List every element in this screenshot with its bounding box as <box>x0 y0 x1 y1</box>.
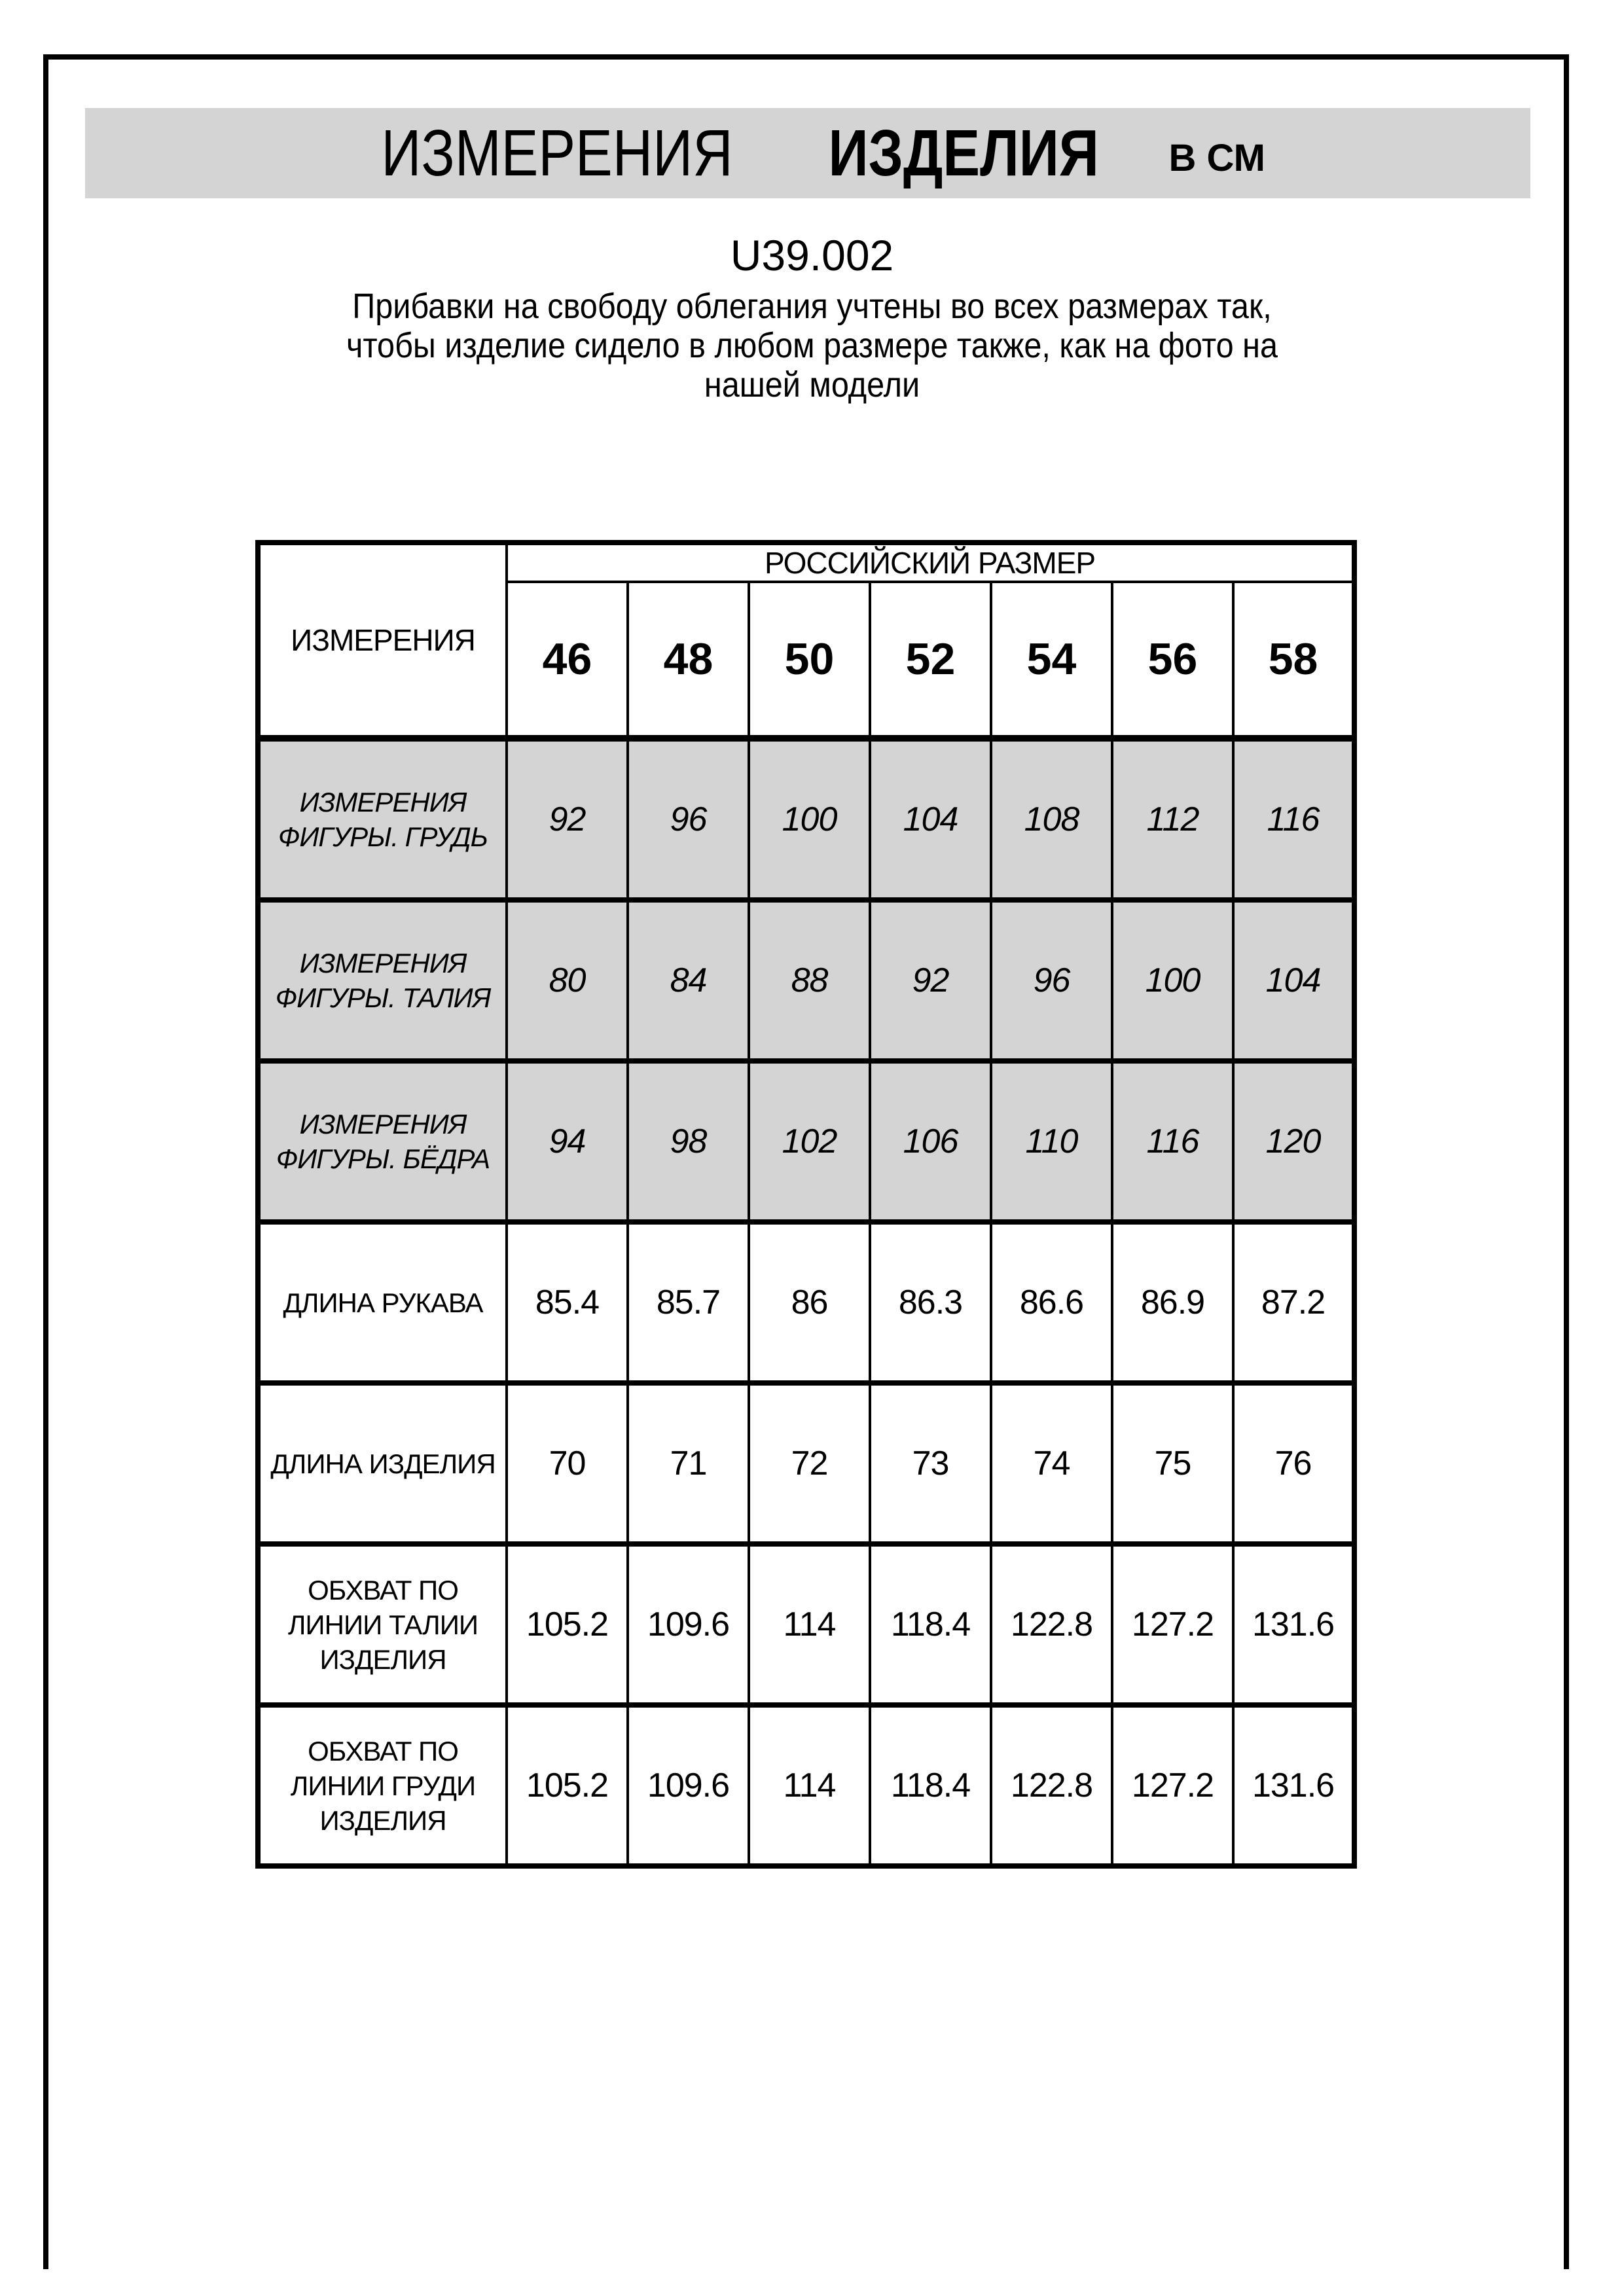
row-label: ИЗМЕРЕНИЯ ФИГУРЫ. БЁДРА <box>258 1061 507 1222</box>
table-row-sleeve-length <box>258 1222 1354 1383</box>
title-band <box>85 108 1530 198</box>
table-cell: 92 <box>507 738 628 900</box>
table-cell: 120 <box>1233 1061 1354 1222</box>
table-cell: 104 <box>870 738 991 900</box>
table-cell: 76 <box>1233 1383 1354 1544</box>
page-title-unit: В СМ <box>1168 136 1265 179</box>
table-cell: 73 <box>870 1383 991 1544</box>
size-header: 54 <box>991 582 1112 738</box>
size-header: 48 <box>628 582 749 738</box>
fit-note-line: Прибавки на свободу облегания учтены во всех размерах так, <box>352 287 1272 326</box>
size-table <box>255 540 1357 1869</box>
table-cell: 85.4 <box>507 1222 628 1383</box>
table-cell: 96 <box>991 900 1112 1061</box>
table-cell: 94 <box>507 1061 628 1222</box>
table-cell: 96 <box>628 738 749 900</box>
table-cell: 114 <box>749 1544 870 1705</box>
table-cell: 102 <box>749 1061 870 1222</box>
table-cell: 86.6 <box>991 1222 1112 1383</box>
table-cell: 118.4 <box>870 1705 991 1866</box>
size-header: 46 <box>507 582 628 738</box>
table-cell: 100 <box>1112 900 1233 1061</box>
table-cell: 98 <box>628 1061 749 1222</box>
corner-label: ИЗМЕРЕНИЯ <box>258 543 507 738</box>
table-cell: 106 <box>870 1061 991 1222</box>
page-title-measurements: ИЗМЕРЕНИЯ <box>381 116 733 190</box>
table-cell: 72 <box>749 1383 870 1544</box>
table-cell: 92 <box>870 900 991 1061</box>
table-cell: 131.6 <box>1233 1705 1354 1866</box>
table-cell: 109.6 <box>628 1544 749 1705</box>
table-cell: 122.8 <box>991 1544 1112 1705</box>
size-group-header: РОССИЙСКИЙ РАЗМЕР <box>507 543 1354 582</box>
table-cell: 118.4 <box>870 1544 991 1705</box>
table-cell: 105.2 <box>507 1705 628 1866</box>
row-label: ОБХВАТ ПО ЛИНИИ ТАЛИИ ИЗДЕЛИЯ <box>258 1544 507 1705</box>
table-header-row <box>258 543 1354 582</box>
table-cell: 86.3 <box>870 1222 991 1383</box>
table-cell: 131.6 <box>1233 1544 1354 1705</box>
page-title-product: ИЗДЕЛИЯ <box>828 116 1099 190</box>
table-cell: 104 <box>1233 900 1354 1061</box>
table-row-body-waist <box>258 900 1354 1061</box>
product-code: U39.002 <box>730 231 894 279</box>
table-cell: 114 <box>749 1705 870 1866</box>
fit-note-line: нашей модели <box>704 365 920 404</box>
table-cell: 108 <box>991 738 1112 900</box>
table-cell: 74 <box>991 1383 1112 1544</box>
table-cell: 127.2 <box>1112 1705 1233 1866</box>
table-cell: 87.2 <box>1233 1222 1354 1383</box>
table-cell: 86 <box>749 1222 870 1383</box>
table-cell: 116 <box>1112 1061 1233 1222</box>
size-header: 58 <box>1233 582 1354 738</box>
table-cell: 75 <box>1112 1383 1233 1544</box>
table-cell: 110 <box>991 1061 1112 1222</box>
table-cell: 105.2 <box>507 1544 628 1705</box>
fit-note-line: чтобы изделие сидело в любом размере также, как на фото на <box>346 326 1278 365</box>
table-row-body-hips <box>258 1061 1354 1222</box>
table-cell: 100 <box>749 738 870 900</box>
table-cell: 80 <box>507 900 628 1061</box>
row-label: ДЛИНА ИЗДЕЛИЯ <box>258 1383 507 1544</box>
table-row-item-length <box>258 1383 1354 1544</box>
table-cell: 71 <box>628 1383 749 1544</box>
size-header: 52 <box>870 582 991 738</box>
table-row-item-chest-girth <box>258 1705 1354 1866</box>
table-cell: 116 <box>1233 738 1354 900</box>
table-row-item-waist-girth <box>258 1544 1354 1705</box>
table-cell: 127.2 <box>1112 1544 1233 1705</box>
size-header: 50 <box>749 582 870 738</box>
size-header: 56 <box>1112 582 1233 738</box>
row-label: ОБХВАТ ПО ЛИНИИ ГРУДИ ИЗДЕЛИЯ <box>258 1705 507 1866</box>
table-cell: 88 <box>749 900 870 1061</box>
fit-note <box>0 287 1624 404</box>
table-cell: 122.8 <box>991 1705 1112 1866</box>
table-cell: 84 <box>628 900 749 1061</box>
table-cell: 86.9 <box>1112 1222 1233 1383</box>
table-cell: 112 <box>1112 738 1233 900</box>
table-cell: 85.7 <box>628 1222 749 1383</box>
row-label: ДЛИНА РУКАВА <box>258 1222 507 1383</box>
row-label: ИЗМЕРЕНИЯ ФИГУРЫ. ТАЛИЯ <box>258 900 507 1061</box>
row-label: ИЗМЕРЕНИЯ ФИГУРЫ. ГРУДЬ <box>258 738 507 900</box>
table-cell: 109.6 <box>628 1705 749 1866</box>
table-row-body-chest <box>258 738 1354 900</box>
table-cell: 70 <box>507 1383 628 1544</box>
